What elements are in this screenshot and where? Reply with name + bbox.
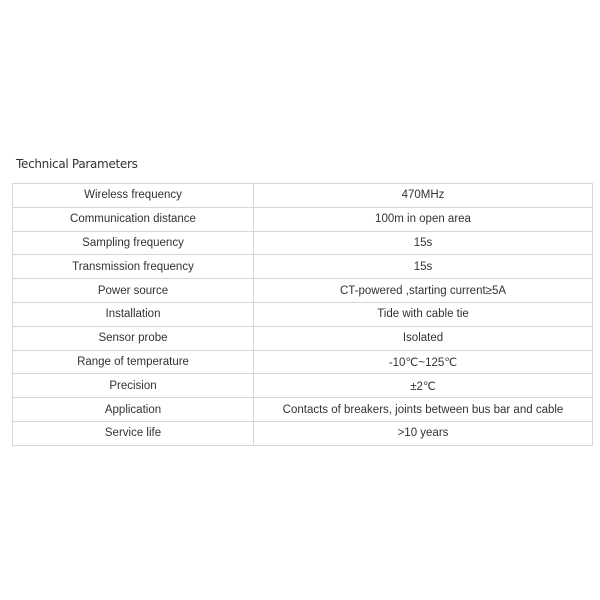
param-label: Range of temperature <box>13 350 254 374</box>
table-row <box>13 279 593 303</box>
param-value: >10 years <box>254 421 593 445</box>
table-row <box>13 421 593 445</box>
param-label: Sensor probe <box>13 326 254 350</box>
param-value: Isolated <box>254 326 593 350</box>
table-row <box>13 374 593 398</box>
technical-parameters-table <box>12 183 593 446</box>
param-value: 15s <box>254 255 593 279</box>
param-label: Service life <box>13 421 254 445</box>
param-label: Installation <box>13 302 254 326</box>
param-value: 15s <box>254 231 593 255</box>
param-value: CT-powered ,starting current≥5A <box>254 279 593 303</box>
table-row <box>13 207 593 231</box>
section-title: Technical Parameters <box>16 157 138 171</box>
table-row <box>13 398 593 422</box>
param-value: Contacts of breakers, joints between bus bar and cable <box>254 398 593 422</box>
table-row <box>13 302 593 326</box>
param-value: Tide with cable tie <box>254 302 593 326</box>
param-label: Transmission frequency <box>13 255 254 279</box>
param-label: Sampling frequency <box>13 231 254 255</box>
param-label: Precision <box>13 374 254 398</box>
table-row <box>13 255 593 279</box>
param-label: Wireless frequency <box>13 184 254 208</box>
param-value: 470MHz <box>254 184 593 208</box>
table-row <box>13 184 593 208</box>
param-label: Application <box>13 398 254 422</box>
param-value: -10℃~125℃ <box>254 350 593 374</box>
param-value: ±2℃ <box>254 374 593 398</box>
table-row <box>13 231 593 255</box>
param-label: Power source <box>13 279 254 303</box>
param-label: Communication distance <box>13 207 254 231</box>
table-row <box>13 326 593 350</box>
param-value: 100m in open area <box>254 207 593 231</box>
table-row <box>13 350 593 374</box>
